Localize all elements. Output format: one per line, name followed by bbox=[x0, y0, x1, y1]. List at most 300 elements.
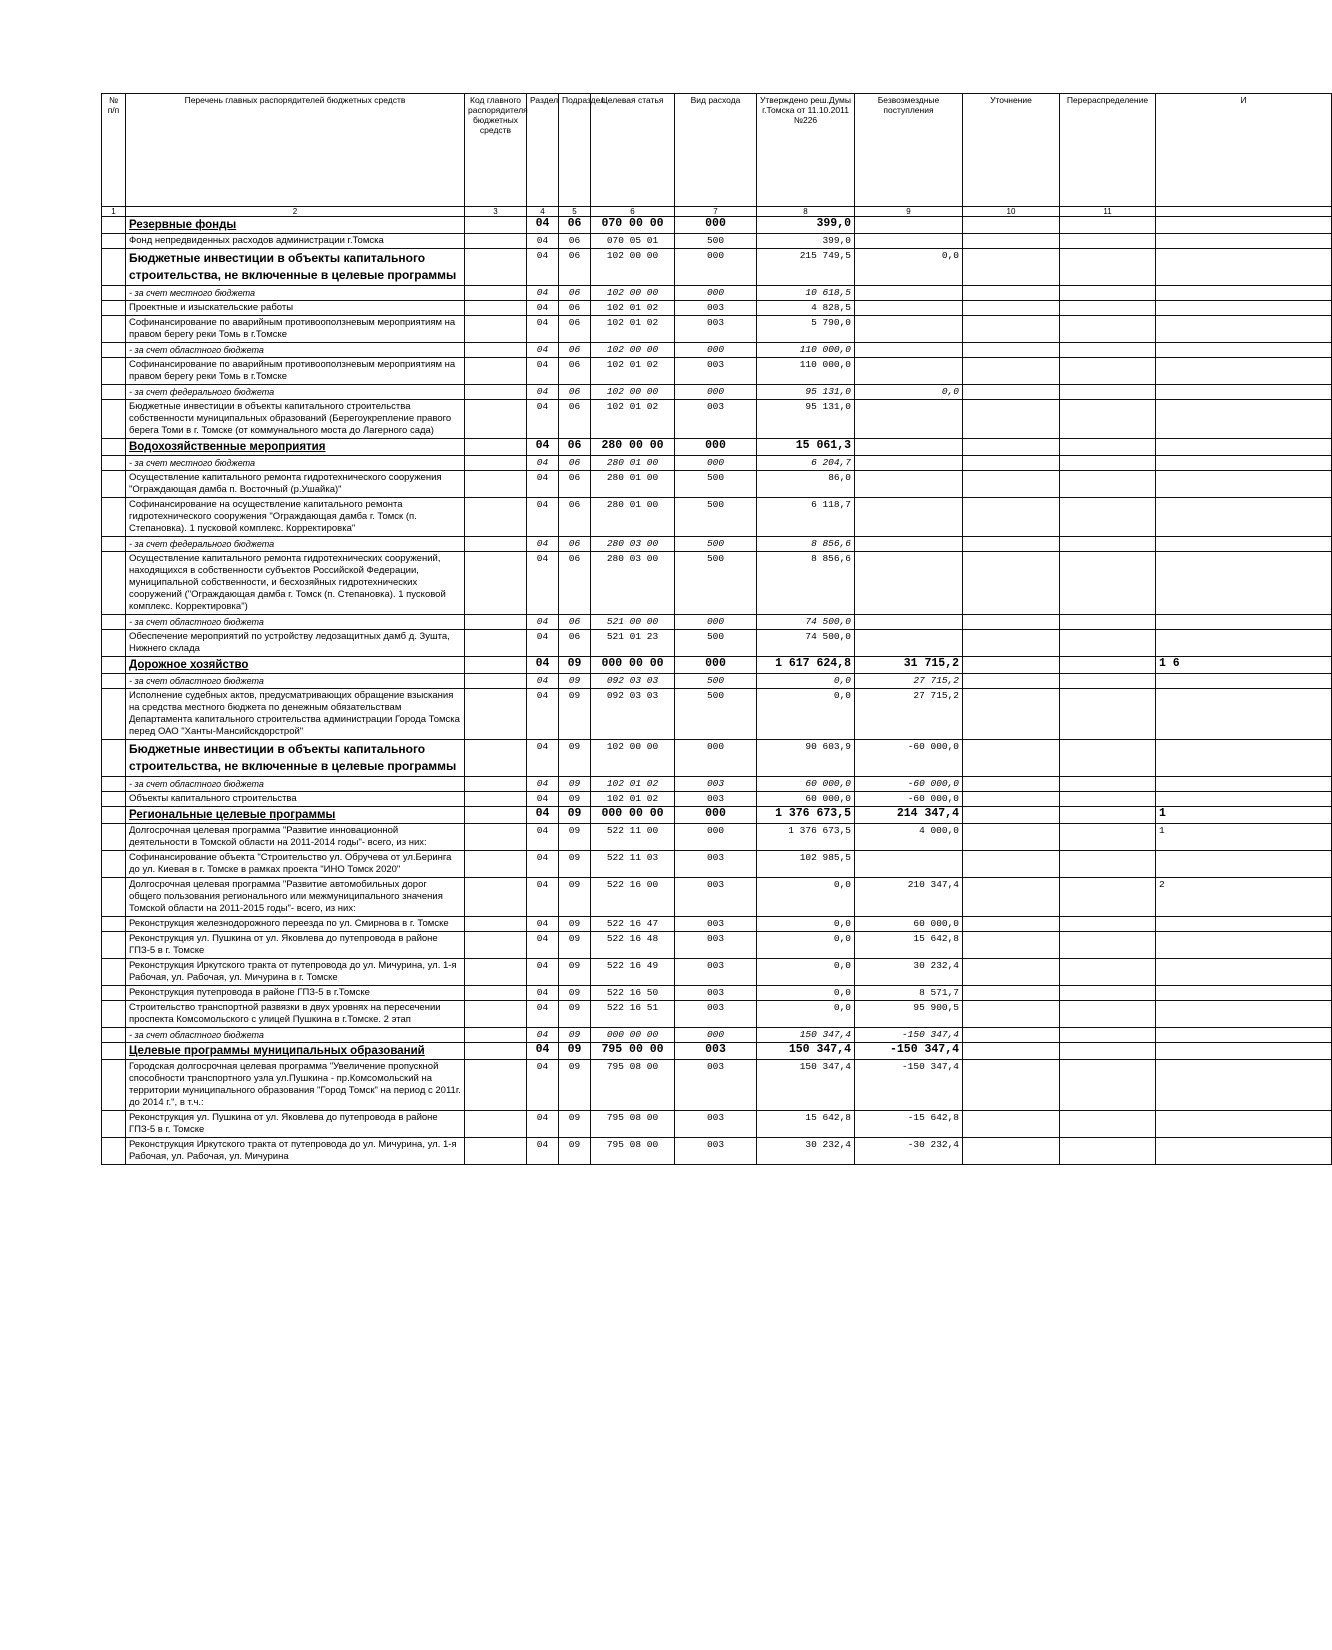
cell-redistribution bbox=[1060, 792, 1156, 807]
cell-name: Региональные целевые программы bbox=[126, 807, 465, 824]
cell-no bbox=[102, 234, 126, 249]
cell-redistribution bbox=[1060, 615, 1156, 630]
cell-clarification bbox=[963, 343, 1060, 358]
cell-razdel: 04 bbox=[527, 234, 559, 249]
cell-gratuitous: 15 642,8 bbox=[855, 932, 963, 959]
cell-name: Бюджетные инвестиции в объекты капитального строительства, не включенные в целевые программы bbox=[126, 249, 465, 286]
cell-code bbox=[465, 657, 527, 674]
cell-no bbox=[102, 674, 126, 689]
cell-podrazdel: 09 bbox=[559, 1028, 591, 1043]
cell-target: 522 11 00 bbox=[591, 824, 675, 851]
cell-clarification bbox=[963, 986, 1060, 1001]
cell-razdel: 04 bbox=[527, 1060, 559, 1111]
cell-redistribution bbox=[1060, 630, 1156, 657]
cell-approved: 10 618,5 bbox=[757, 286, 855, 301]
cell-last bbox=[1156, 615, 1332, 630]
cell-vid: 003 bbox=[675, 932, 757, 959]
cell-code bbox=[465, 286, 527, 301]
cell-target: 280 01 00 bbox=[591, 456, 675, 471]
cell-podrazdel: 06 bbox=[559, 537, 591, 552]
cell-last bbox=[1156, 385, 1332, 400]
cell-podrazdel: 06 bbox=[559, 234, 591, 249]
cell-target: 102 01 02 bbox=[591, 358, 675, 385]
cell-code bbox=[465, 537, 527, 552]
cell-redistribution bbox=[1060, 301, 1156, 316]
cell-podrazdel: 06 bbox=[559, 400, 591, 439]
cell-last bbox=[1156, 286, 1332, 301]
cell-name: - за счет областного бюджета bbox=[126, 343, 465, 358]
cell-name: - за счет областного бюджета bbox=[126, 674, 465, 689]
cell-podrazdel: 09 bbox=[559, 674, 591, 689]
cell-name: Реконструкция путепровода в районе ГПЗ-5 в г.Томске bbox=[126, 986, 465, 1001]
cell-clarification bbox=[963, 615, 1060, 630]
cell-clarification bbox=[963, 217, 1060, 234]
cell-razdel: 04 bbox=[527, 792, 559, 807]
cell-name: Реконструкция Иркутского тракта от путепровода до ул. Мичурина, ул. 1-я Рабочая, ул. Рабочая, ул. Мичурина в г. Томске bbox=[126, 959, 465, 986]
cell-target: 522 11 03 bbox=[591, 851, 675, 878]
cell-clarification bbox=[963, 456, 1060, 471]
table-row bbox=[102, 286, 1332, 301]
cell-razdel: 04 bbox=[527, 740, 559, 777]
cell-redistribution bbox=[1060, 986, 1156, 1001]
cell-vid: 003 bbox=[675, 917, 757, 932]
table-row bbox=[102, 777, 1332, 792]
cell-redistribution bbox=[1060, 824, 1156, 851]
table-row bbox=[102, 807, 1332, 824]
cell-vid: 000 bbox=[675, 807, 757, 824]
cell-podrazdel: 06 bbox=[559, 286, 591, 301]
cell-no bbox=[102, 630, 126, 657]
cell-clarification bbox=[963, 385, 1060, 400]
cell-razdel: 04 bbox=[527, 552, 559, 615]
cell-code bbox=[465, 1060, 527, 1111]
header-name: Перечень главных распорядителей бюджетных средств bbox=[126, 94, 465, 207]
cell-code bbox=[465, 615, 527, 630]
cell-last bbox=[1156, 316, 1332, 343]
cell-clarification bbox=[963, 630, 1060, 657]
header-row bbox=[102, 94, 1332, 207]
cell-target: 280 03 00 bbox=[591, 552, 675, 615]
cell-target: 522 16 47 bbox=[591, 917, 675, 932]
cell-podrazdel: 09 bbox=[559, 689, 591, 740]
cell-last bbox=[1156, 217, 1332, 234]
cell-no bbox=[102, 358, 126, 385]
header-approved: Утверждено реш.Думы г.Томска от 11.10.2011 №226 bbox=[757, 94, 855, 207]
cell-last bbox=[1156, 986, 1332, 1001]
cell-vid: 003 bbox=[675, 878, 757, 917]
cell-gratuitous: -150 347,4 bbox=[855, 1043, 963, 1060]
cell-no bbox=[102, 657, 126, 674]
cell-podrazdel: 09 bbox=[559, 1060, 591, 1111]
cell-last bbox=[1156, 1001, 1332, 1028]
cell-razdel: 04 bbox=[527, 537, 559, 552]
cell-gratuitous: 30 232,4 bbox=[855, 959, 963, 986]
cell-razdel: 04 bbox=[527, 689, 559, 740]
cell-target: 102 01 02 bbox=[591, 777, 675, 792]
cell-gratuitous bbox=[855, 851, 963, 878]
header-last: И bbox=[1156, 94, 1332, 207]
cell-last bbox=[1156, 343, 1332, 358]
cell-razdel: 04 bbox=[527, 807, 559, 824]
cell-target: 102 00 00 bbox=[591, 249, 675, 286]
cell-code bbox=[465, 689, 527, 740]
cell-podrazdel: 06 bbox=[559, 249, 591, 286]
cell-approved: 0,0 bbox=[757, 932, 855, 959]
cell-code bbox=[465, 1001, 527, 1028]
cell-podrazdel: 09 bbox=[559, 932, 591, 959]
column-number: 11 bbox=[1060, 207, 1156, 217]
cell-no bbox=[102, 301, 126, 316]
cell-name: Фонд непредвиденных расходов администрации г.Томска bbox=[126, 234, 465, 249]
cell-approved: 4 828,5 bbox=[757, 301, 855, 316]
cell-target: 795 08 00 bbox=[591, 1138, 675, 1165]
cell-approved: 60 000,0 bbox=[757, 792, 855, 807]
cell-name: Объекты капитального строительства bbox=[126, 792, 465, 807]
cell-vid: 003 bbox=[675, 777, 757, 792]
cell-gratuitous: 4 000,0 bbox=[855, 824, 963, 851]
cell-gratuitous: -30 232,4 bbox=[855, 1138, 963, 1165]
cell-last: 1 6 bbox=[1156, 657, 1332, 674]
cell-last bbox=[1156, 234, 1332, 249]
cell-redistribution bbox=[1060, 777, 1156, 792]
cell-target: 795 08 00 bbox=[591, 1060, 675, 1111]
table-row bbox=[102, 959, 1332, 986]
cell-gratuitous: -60 000,0 bbox=[855, 792, 963, 807]
cell-razdel: 04 bbox=[527, 777, 559, 792]
cell-no bbox=[102, 615, 126, 630]
cell-code bbox=[465, 456, 527, 471]
cell-vid: 003 bbox=[675, 316, 757, 343]
cell-name: Софинансирование на осуществление капитального ремонта гидротехнического сооружения "Ограждающая дамба г. Томск (п. Степановка). 1 пусковой комплекс. Корректировка" bbox=[126, 498, 465, 537]
cell-approved: 60 000,0 bbox=[757, 777, 855, 792]
cell-razdel: 04 bbox=[527, 932, 559, 959]
column-number: 2 bbox=[126, 207, 465, 217]
cell-name: - за счет местного бюджета bbox=[126, 456, 465, 471]
cell-redistribution bbox=[1060, 456, 1156, 471]
cell-no bbox=[102, 1001, 126, 1028]
cell-no bbox=[102, 777, 126, 792]
cell-name: - за счет федерального бюджета bbox=[126, 537, 465, 552]
cell-code bbox=[465, 552, 527, 615]
cell-podrazdel: 09 bbox=[559, 740, 591, 777]
cell-approved: 6 118,7 bbox=[757, 498, 855, 537]
cell-vid: 003 bbox=[675, 1138, 757, 1165]
cell-no bbox=[102, 1028, 126, 1043]
cell-podrazdel: 09 bbox=[559, 1138, 591, 1165]
cell-razdel: 04 bbox=[527, 217, 559, 234]
cell-clarification bbox=[963, 689, 1060, 740]
cell-razdel: 04 bbox=[527, 630, 559, 657]
cell-approved: 30 232,4 bbox=[757, 1138, 855, 1165]
cell-name: Бюджетные инвестиции в объекты капитального строительства собственности муниципальных образований (Берегоукрепление правого берега Томи в г. Томске (от коммунального моста до Лагерного сада) bbox=[126, 400, 465, 439]
cell-no bbox=[102, 824, 126, 851]
cell-target: 092 03 03 bbox=[591, 689, 675, 740]
cell-redistribution bbox=[1060, 316, 1156, 343]
table-row bbox=[102, 1060, 1332, 1111]
table-row bbox=[102, 824, 1332, 851]
header-gratuitous: Безвозмездные поступления bbox=[855, 94, 963, 207]
cell-code bbox=[465, 439, 527, 456]
cell-clarification bbox=[963, 249, 1060, 286]
table-row bbox=[102, 674, 1332, 689]
header-redistribution: Перераспределение bbox=[1060, 94, 1156, 207]
cell-no bbox=[102, 249, 126, 286]
cell-redistribution bbox=[1060, 1001, 1156, 1028]
cell-razdel: 04 bbox=[527, 1043, 559, 1060]
cell-clarification bbox=[963, 439, 1060, 456]
cell-redistribution bbox=[1060, 959, 1156, 986]
cell-redistribution bbox=[1060, 400, 1156, 439]
cell-target: 102 00 00 bbox=[591, 343, 675, 358]
cell-approved: 0,0 bbox=[757, 674, 855, 689]
cell-clarification bbox=[963, 1028, 1060, 1043]
cell-clarification bbox=[963, 286, 1060, 301]
cell-name: Осуществление капитального ремонта гидротехнического сооружения "Ограждающая дамба п. Восточный (р.Ушайка)" bbox=[126, 471, 465, 498]
cell-approved: 74 500,0 bbox=[757, 630, 855, 657]
cell-no bbox=[102, 385, 126, 400]
cell-approved: 1 376 673,5 bbox=[757, 807, 855, 824]
column-number: 9 bbox=[855, 207, 963, 217]
cell-gratuitous: 0,0 bbox=[855, 385, 963, 400]
cell-podrazdel: 06 bbox=[559, 456, 591, 471]
cell-code bbox=[465, 824, 527, 851]
cell-approved: 0,0 bbox=[757, 1001, 855, 1028]
cell-name: Софинансирование по аварийным противооползневым мероприятиям на правом берегу реки Томь в г.Томске bbox=[126, 316, 465, 343]
cell-gratuitous: 27 715,2 bbox=[855, 689, 963, 740]
column-number: 6 bbox=[591, 207, 675, 217]
table-row bbox=[102, 301, 1332, 316]
header-code: Код главного распорядителя бюджетных средств bbox=[465, 94, 527, 207]
cell-approved: 95 131,0 bbox=[757, 400, 855, 439]
cell-name: Долгосрочная целевая программа "Развитие инновационной деятельности в Томской области на 2011-2014 годы"- всего, из них: bbox=[126, 824, 465, 851]
cell-gratuitous: 8 571,7 bbox=[855, 986, 963, 1001]
table-row bbox=[102, 986, 1332, 1001]
cell-target: 000 00 00 bbox=[591, 657, 675, 674]
cell-last bbox=[1156, 471, 1332, 498]
cell-gratuitous bbox=[855, 552, 963, 615]
cell-vid: 000 bbox=[675, 1028, 757, 1043]
cell-redistribution bbox=[1060, 1111, 1156, 1138]
cell-last: 2 bbox=[1156, 878, 1332, 917]
cell-approved: 110 000,0 bbox=[757, 358, 855, 385]
cell-last: 1 bbox=[1156, 824, 1332, 851]
cell-no bbox=[102, 1138, 126, 1165]
cell-vid: 000 bbox=[675, 286, 757, 301]
cell-razdel: 04 bbox=[527, 343, 559, 358]
cell-target: 000 00 00 bbox=[591, 1028, 675, 1043]
cell-gratuitous bbox=[855, 456, 963, 471]
cell-vid: 003 bbox=[675, 1111, 757, 1138]
cell-last bbox=[1156, 498, 1332, 537]
cell-redistribution bbox=[1060, 917, 1156, 932]
cell-razdel: 04 bbox=[527, 439, 559, 456]
cell-approved: 1 376 673,5 bbox=[757, 824, 855, 851]
cell-podrazdel: 06 bbox=[559, 343, 591, 358]
cell-gratuitous: -15 642,8 bbox=[855, 1111, 963, 1138]
cell-last bbox=[1156, 674, 1332, 689]
cell-code bbox=[465, 674, 527, 689]
cell-clarification bbox=[963, 1111, 1060, 1138]
cell-target: 102 00 00 bbox=[591, 385, 675, 400]
cell-razdel: 04 bbox=[527, 674, 559, 689]
cell-approved: 95 131,0 bbox=[757, 385, 855, 400]
cell-name: Обеспечение мероприятий по устройству ледозащитных дамб д. Зушта, Нижнего склада bbox=[126, 630, 465, 657]
cell-redistribution bbox=[1060, 249, 1156, 286]
cell-clarification bbox=[963, 1060, 1060, 1111]
cell-gratuitous: 0,0 bbox=[855, 249, 963, 286]
table-row bbox=[102, 537, 1332, 552]
cell-razdel: 04 bbox=[527, 959, 559, 986]
cell-clarification bbox=[963, 552, 1060, 615]
cell-podrazdel: 09 bbox=[559, 851, 591, 878]
cell-vid: 000 bbox=[675, 740, 757, 777]
cell-razdel: 04 bbox=[527, 249, 559, 286]
cell-podrazdel: 06 bbox=[559, 471, 591, 498]
cell-redistribution bbox=[1060, 807, 1156, 824]
cell-code bbox=[465, 959, 527, 986]
cell-redistribution bbox=[1060, 471, 1156, 498]
cell-vid: 500 bbox=[675, 537, 757, 552]
cell-gratuitous bbox=[855, 471, 963, 498]
cell-name: Реконструкция ул. Пушкина от ул. Яковлева до путепровода в районе ГПЗ-5 в г. Томске bbox=[126, 1111, 465, 1138]
column-number: 3 bbox=[465, 207, 527, 217]
cell-podrazdel: 06 bbox=[559, 358, 591, 385]
cell-code bbox=[465, 498, 527, 537]
cell-target: 280 00 00 bbox=[591, 439, 675, 456]
cell-razdel: 04 bbox=[527, 615, 559, 630]
cell-no bbox=[102, 537, 126, 552]
cell-clarification bbox=[963, 959, 1060, 986]
cell-code bbox=[465, 878, 527, 917]
cell-target: 280 01 00 bbox=[591, 498, 675, 537]
column-number: 7 bbox=[675, 207, 757, 217]
cell-gratuitous: 60 000,0 bbox=[855, 917, 963, 932]
cell-razdel: 04 bbox=[527, 1028, 559, 1043]
cell-podrazdel: 09 bbox=[559, 777, 591, 792]
cell-redistribution bbox=[1060, 1138, 1156, 1165]
cell-approved: 0,0 bbox=[757, 959, 855, 986]
table-row bbox=[102, 552, 1332, 615]
cell-podrazdel: 09 bbox=[559, 917, 591, 932]
cell-target: 795 00 00 bbox=[591, 1043, 675, 1060]
cell-gratuitous: 27 715,2 bbox=[855, 674, 963, 689]
cell-vid: 500 bbox=[675, 552, 757, 615]
cell-approved: 5 790,0 bbox=[757, 316, 855, 343]
cell-last bbox=[1156, 456, 1332, 471]
table-row bbox=[102, 439, 1332, 456]
cell-redistribution bbox=[1060, 1043, 1156, 1060]
cell-name: - за счет областного бюджета bbox=[126, 1028, 465, 1043]
column-number: 4 bbox=[527, 207, 559, 217]
cell-code bbox=[465, 1043, 527, 1060]
cell-code bbox=[465, 777, 527, 792]
budget-sheet bbox=[101, 93, 1275, 1650]
cell-razdel: 04 bbox=[527, 471, 559, 498]
cell-last bbox=[1156, 792, 1332, 807]
cell-no bbox=[102, 471, 126, 498]
cell-clarification bbox=[963, 792, 1060, 807]
table-row bbox=[102, 878, 1332, 917]
cell-no bbox=[102, 1060, 126, 1111]
cell-target: 280 01 00 bbox=[591, 471, 675, 498]
cell-approved: 8 856,6 bbox=[757, 537, 855, 552]
cell-last bbox=[1156, 777, 1332, 792]
cell-redistribution bbox=[1060, 1028, 1156, 1043]
cell-code bbox=[465, 1138, 527, 1165]
table-row bbox=[102, 1111, 1332, 1138]
cell-clarification bbox=[963, 400, 1060, 439]
cell-redistribution bbox=[1060, 439, 1156, 456]
cell-target: 102 01 02 bbox=[591, 301, 675, 316]
table-row bbox=[102, 1001, 1332, 1028]
cell-razdel: 04 bbox=[527, 385, 559, 400]
header-podrazdel: Подраздел bbox=[559, 94, 591, 207]
cell-name: Осуществление капитального ремонта гидротехнических сооружений, находящихся в собственности субъектов Российской Федерации, муниципальной собственности, и бесхозяйных гидротехнических сооружений ("Ограждающая дамба г. Томск (п. Степановка). 1 пусковой комплекс. Корректировка") bbox=[126, 552, 465, 615]
table-row bbox=[102, 385, 1332, 400]
cell-approved: 0,0 bbox=[757, 689, 855, 740]
cell-vid: 003 bbox=[675, 959, 757, 986]
cell-code bbox=[465, 917, 527, 932]
cell-razdel: 04 bbox=[527, 917, 559, 932]
column-number: 1 bbox=[102, 207, 126, 217]
cell-approved: 150 347,4 bbox=[757, 1028, 855, 1043]
cell-last bbox=[1156, 439, 1332, 456]
cell-name: Дорожное хозяйство bbox=[126, 657, 465, 674]
cell-clarification bbox=[963, 878, 1060, 917]
cell-target: 070 00 00 bbox=[591, 217, 675, 234]
cell-approved: 0,0 bbox=[757, 986, 855, 1001]
cell-last bbox=[1156, 851, 1332, 878]
cell-redistribution bbox=[1060, 878, 1156, 917]
cell-name: Городская долгосрочная целевая программа "Увеличение пропускной способности транспортного узла ул.Пушкина - пр.Комсомольский на территории муниципального образования "Город Томск" на период с 2011г. до 2014 г.", в т.ч.: bbox=[126, 1060, 465, 1111]
column-number: 10 bbox=[963, 207, 1060, 217]
cell-vid: 003 bbox=[675, 358, 757, 385]
cell-redistribution bbox=[1060, 343, 1156, 358]
cell-name: Проектные и изыскательские работы bbox=[126, 301, 465, 316]
cell-podrazdel: 09 bbox=[559, 878, 591, 917]
table-row bbox=[102, 1138, 1332, 1165]
cell-vid: 500 bbox=[675, 630, 757, 657]
cell-gratuitous: 95 900,5 bbox=[855, 1001, 963, 1028]
cell-no bbox=[102, 878, 126, 917]
cell-redistribution bbox=[1060, 674, 1156, 689]
cell-clarification bbox=[963, 674, 1060, 689]
cell-vid: 003 bbox=[675, 792, 757, 807]
cell-name: Бюджетные инвестиции в объекты капитального строительства, не включенные в целевые программы bbox=[126, 740, 465, 777]
cell-approved: 399,0 bbox=[757, 217, 855, 234]
column-number: 5 bbox=[559, 207, 591, 217]
cell-redistribution bbox=[1060, 498, 1156, 537]
cell-podrazdel: 09 bbox=[559, 959, 591, 986]
cell-clarification bbox=[963, 807, 1060, 824]
cell-approved: 74 500,0 bbox=[757, 615, 855, 630]
cell-gratuitous bbox=[855, 217, 963, 234]
cell-gratuitous: -60 000,0 bbox=[855, 777, 963, 792]
cell-redistribution bbox=[1060, 217, 1156, 234]
cell-code bbox=[465, 740, 527, 777]
cell-clarification bbox=[963, 1043, 1060, 1060]
table-row bbox=[102, 1028, 1332, 1043]
cell-podrazdel: 06 bbox=[559, 301, 591, 316]
cell-code bbox=[465, 932, 527, 959]
cell-podrazdel: 06 bbox=[559, 630, 591, 657]
cell-clarification bbox=[963, 917, 1060, 932]
cell-vid: 003 bbox=[675, 301, 757, 316]
cell-no bbox=[102, 807, 126, 824]
cell-vid: 003 bbox=[675, 851, 757, 878]
cell-razdel: 04 bbox=[527, 286, 559, 301]
cell-no bbox=[102, 439, 126, 456]
